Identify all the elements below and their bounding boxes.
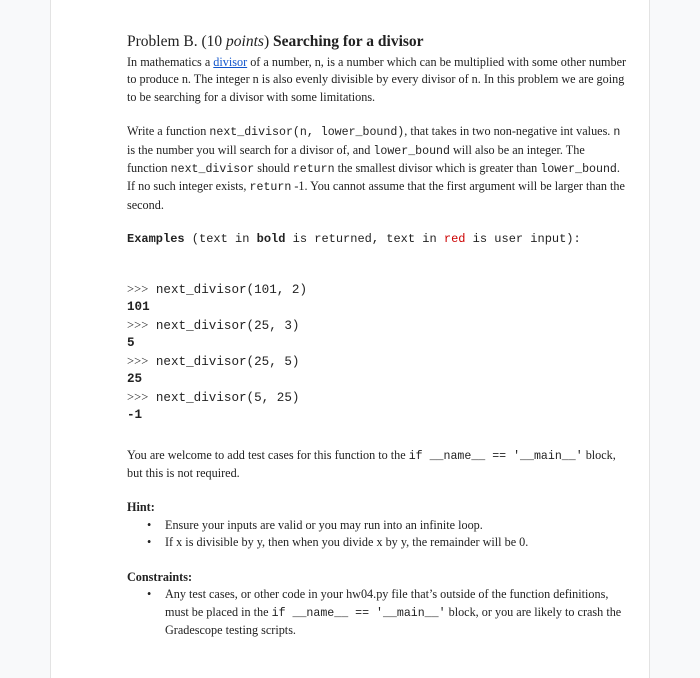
example-result: 101 (127, 300, 150, 315)
example-result: 25 (127, 372, 143, 387)
list-item: • Ensure your inputs are valid or you may run into an infinite loop. (147, 517, 483, 532)
intro-paragraph: In mathematics a divisor of a number, n, is a number which can be multiplied with some other number to produce n. The integer n is also evenly divisible by every divisor of n. In this problem we are going to be searching for a divisor with some limitations. (127, 55, 627, 104)
example-call: >>> next_divisor(25, 5) (127, 353, 300, 369)
constraints-list (127, 586, 627, 639)
hint-heading: Hint: (127, 500, 155, 515)
function-description: Write a function next_divisor(n, lower_bound), that takes in two non-negative int values. n is the number you will search for a divisor of, and lower_bound will also be an integer. The function next_divisor should return the smallest divisor which is greater than lower_bound. If no such integer exists, return -1. You cannot assume that the first argument will be larger than the second. (127, 124, 625, 212)
examples-heading: Examples (text in bold is returned, text in red is user input): (127, 232, 581, 247)
example-result: 5 (127, 336, 135, 351)
example-call: >>> next_divisor(101, 2) (127, 281, 308, 297)
example-code-block (127, 281, 627, 425)
problem-title: Problem B. (10 points) Searching for a divisor (127, 33, 424, 50)
hint-list (127, 517, 627, 552)
list-item: • Any test cases, or other code in your hw04.py file that’s outside of the function definitions, must be placed in the if __name__ == '__main__' block, or you are likely to crash the Gradescope testing scripts. (147, 587, 622, 637)
example-call: >>> next_divisor(25, 3) (127, 317, 300, 333)
list-item: • If x is divisible by y, then when you divide x by y, the remainder will be 0. (147, 535, 529, 550)
example-call: >>> next_divisor(5, 25) (127, 389, 300, 405)
example-result: -1 (127, 408, 143, 423)
test-case-note: You are welcome to add test cases for this function to the if __name__ == '__main__' block, but this is not required. (127, 447, 616, 481)
document-page (50, 0, 650, 678)
constraints-heading: Constraints: (127, 569, 193, 584)
document-content (127, 32, 627, 639)
problem-heading: Searching for a divisor (272, 33, 424, 50)
divisor-link[interactable]: divisor (213, 55, 248, 69)
